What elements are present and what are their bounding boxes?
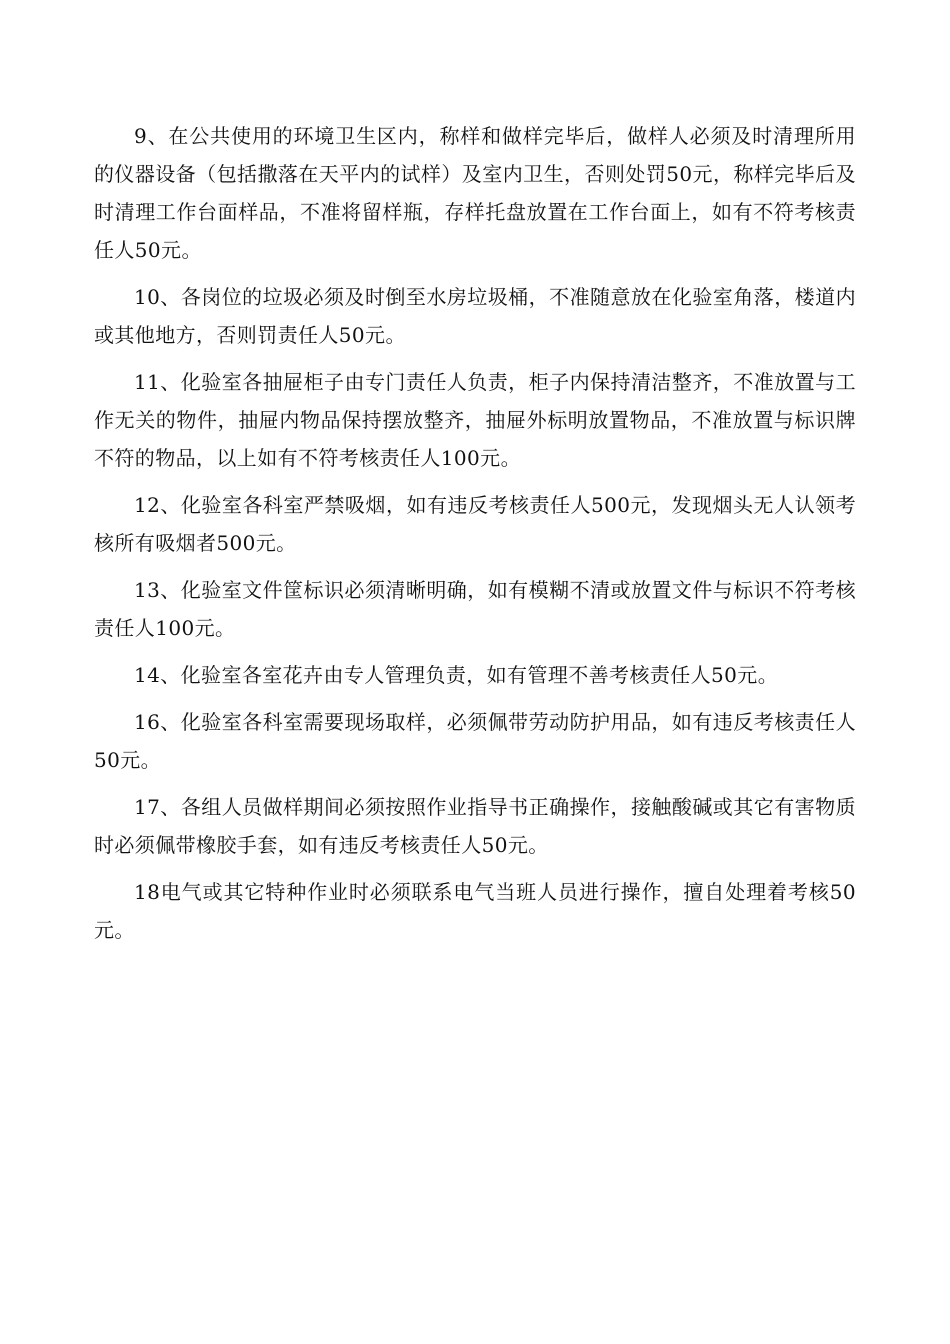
document-body [94, 117, 856, 958]
rule-paragraph-17: 17、各组人员做样期间必须按照作业指导书正确操作，接触酸碱或其它有害物质时必须佩带橡胶手套，如有违反考核责任人50元。 [94, 795, 856, 857]
rule-paragraph-16: 16、化验室各科室需要现场取样，必须佩带劳动防护用品，如有违反考核责任人50元。 [94, 710, 856, 772]
rule-paragraph-13: 13、化验室文件筐标识必须清晰明确，如有模糊不清或放置文件与标识不符考核责任人100元。 [94, 578, 856, 640]
rule-paragraph-18: 18电气或其它特种作业时必须联系电气当班人员进行操作，擅自处理着考核50元。 [94, 880, 856, 942]
rule-paragraph-14: 14、化验室各室花卉由专人管理负责，如有管理不善考核责任人50元。 [134, 663, 779, 687]
rule-paragraph-9: 9、在公共使用的环境卫生区内，称样和做样完毕后，做样人必须及时清理所用的仪器设备（包括撒落在天平内的试样）及室内卫生，否则处罚50元，称样完毕后及时清理工作台面样品，不准将留样瓶，存样托盘放置在工作台面上，如有不符考核责任人50元。 [94, 124, 856, 262]
rule-paragraph-11: 11、化验室各抽屉柜子由专门责任人负责，柜子内保持清洁整齐，不准放置与工作无关的物件，抽屉内物品保持摆放整齐，抽屉外标明放置物品，不准放置与标识牌不符的物品，以上如有不符考核责任人100元。 [94, 370, 856, 470]
rule-paragraph-10: 10、各岗位的垃圾必须及时倒至水房垃圾桶，不准随意放在化验室角落，楼道内或其他地方，否则罚责任人50元。 [94, 285, 856, 347]
rule-paragraph-12: 12、化验室各科室严禁吸烟，如有违反考核责任人500元，发现烟头无人认领考核所有吸烟者500元。 [94, 493, 856, 555]
